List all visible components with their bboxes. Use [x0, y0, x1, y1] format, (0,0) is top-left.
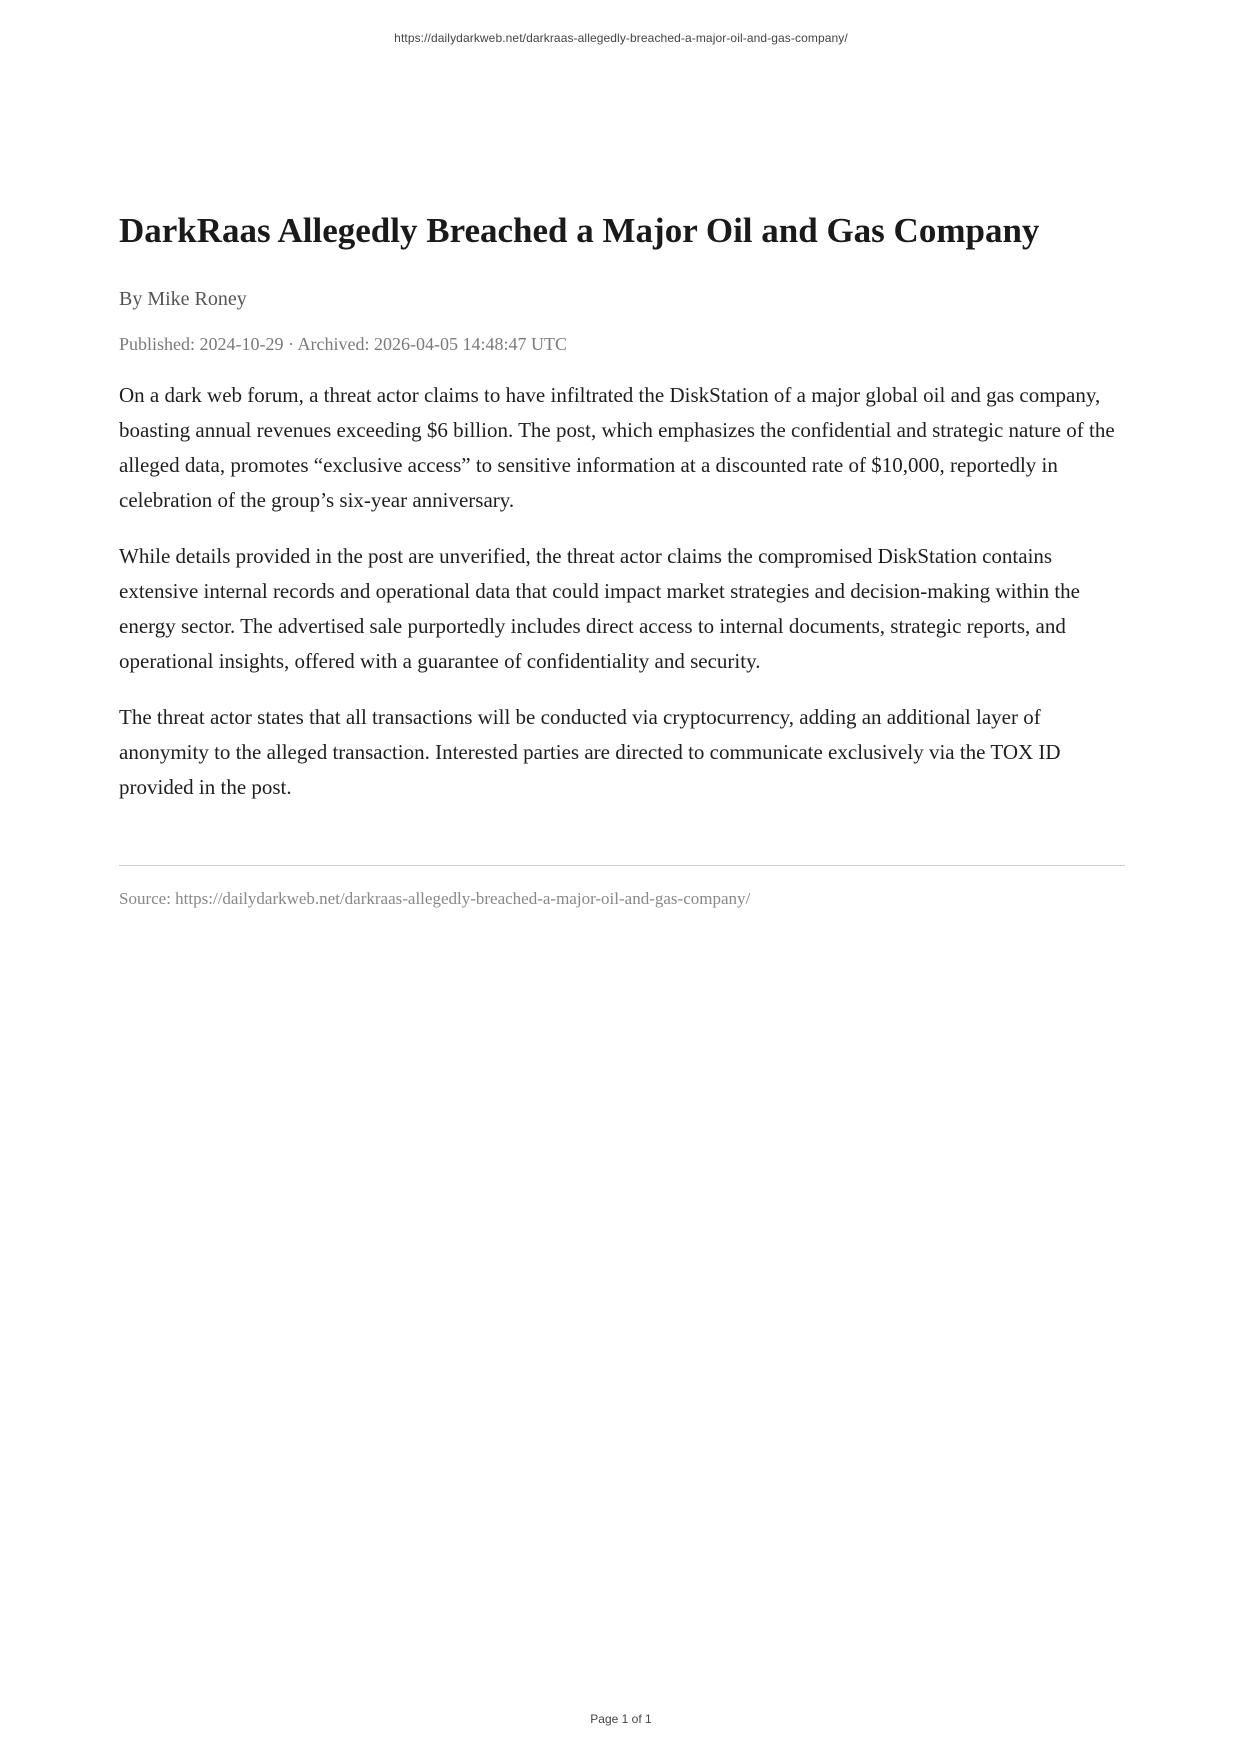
article-paragraph: On a dark web forum, a threat actor claims to have infiltrated the DiskStation of a major global oil and gas company, boasting annual revenues exceeding $6 billion. The post, which emphasizes the confidential and strategic nature of the alleged data, promotes “exclusive access” to sensitive information at a discounted rate of $10,000, reportedly in celebration of the group’s six-year anniversary.	[119, 383, 1115, 513]
article-paragraph: The threat actor states that all transactions will be conducted via cryptocurrency, adding an additional layer of anonymity to the alleged transaction. Interested parties are directed to communicate exclusively via the TOX ID provided in the post.	[119, 705, 1061, 800]
article-byline: By Mike Roney	[119, 288, 247, 310]
article-body	[119, 378, 1125, 805]
article-source: Source: https://dailydarkweb.net/darkraas-allegedly-breached-a-major-oil-and-gas-company/	[119, 889, 751, 909]
article-meta: Published: 2024-10-29 · Archived: 2026-04-05 14:48:47 UTC	[119, 334, 567, 354]
article-paragraph: While details provided in the post are unverified, the threat actor claims the compromised DiskStation contains extensive internal records and operational data that could impact market strategies and decision-making within the energy sector. The advertised sale purportedly includes direct access to internal documents, strategic reports, and operational insights, offered with a guarantee of confidentiality and security.	[119, 544, 1081, 674]
divider	[119, 865, 1125, 866]
article	[119, 210, 1125, 910]
article-title: DarkRaas Allegedly Breached a Major Oil and Gas Company	[119, 211, 1040, 250]
page-header-url: https://dailydarkweb.net/darkraas-allegedly-breached-a-major-oil-and-gas-company/	[394, 31, 848, 45]
page-number: Page 1 of 1	[590, 1712, 652, 1726]
